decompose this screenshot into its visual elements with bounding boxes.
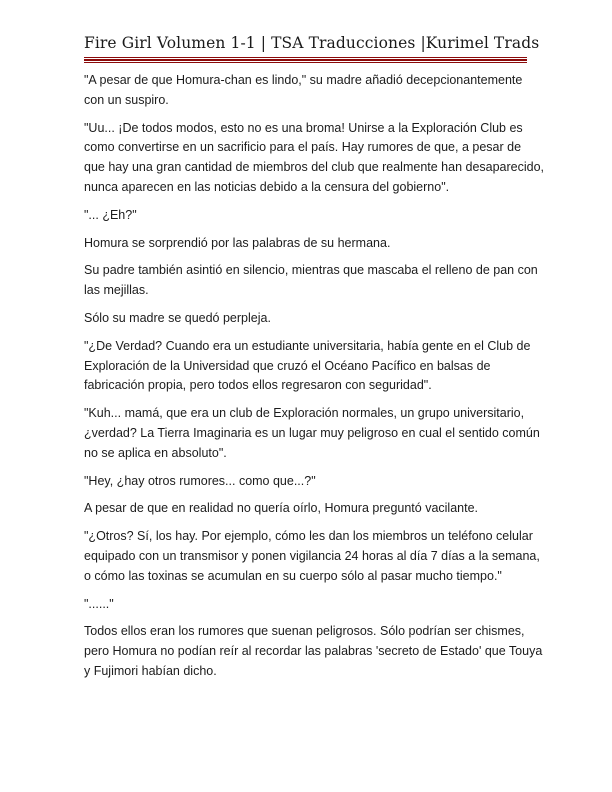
text-line: Homura se sorprendió por las palabras de su hermana. <box>84 235 391 250</box>
text-line: "Kuh... mamá, que era un club de Exploración normales, un grupo universitario, <box>84 406 525 421</box>
body-text <box>84 71 545 690</box>
paragraph <box>84 595 534 615</box>
paragraph <box>84 527 540 586</box>
text-line: "......" <box>84 596 114 611</box>
text-line: no se aplica en absoluto". <box>84 445 227 460</box>
text-line: como convertirse en un sacrificio para el país. Hay rumores de que, a pesar de <box>84 140 522 155</box>
text-line: fabricación propia, pero todos ellos regresaron con seguridad". <box>84 378 432 393</box>
text-line: Su padre también asintió en silencio, mientras que mascaba el relleno de pan con <box>84 263 538 278</box>
text-line: que hay una gran cantidad de miembros del club que realmente han desaparecido, <box>84 160 545 175</box>
paragraph <box>84 404 540 463</box>
text-line: con un suspiro. <box>84 92 169 107</box>
text-line: "... ¿Eh?" <box>84 207 137 222</box>
paragraph <box>84 206 534 226</box>
header-rule-middle <box>84 59 527 61</box>
text-line: "¿Otros? Sí, los hay. Por ejemplo, cómo les dan los miembros un teléfono celular <box>84 529 533 544</box>
text-line: "Uu... ¡De todos modos, esto no es una broma! Unirse a la Exploración Club es <box>84 120 523 135</box>
text-line: Todos ellos eran los rumores que suenan peligrosos. Sólo podrían ser chismes, <box>84 624 525 639</box>
header-rule-bottom <box>84 62 527 63</box>
text-line: y Fujimori habían dicho. <box>84 663 217 678</box>
paragraph <box>84 337 534 396</box>
text-line: ¿verdad? La Tierra Imaginaria es un lugar muy peligroso en cual el sentido común <box>84 425 540 440</box>
text-line: las mejillas. <box>84 283 149 298</box>
text-line: nunca aparecen en las noticias debido a la censura del gobierno". <box>84 179 450 194</box>
text-line: pero Homura no podían reír al recordar las palabras 'secreto de Estado' que Touya <box>84 644 543 659</box>
header-rule-top <box>84 57 527 58</box>
text-line: "¿De Verdad? Cuando era un estudiante universitaria, había gente en el Club de <box>84 338 531 353</box>
paragraph <box>84 309 534 329</box>
text-line: Exploración de la Universidad que cruzó el Océano Pacífico en balsas de <box>84 358 491 373</box>
paragraph <box>84 119 545 198</box>
text-line: equipado con un transmisor y ponen vigilancia 24 horas al día 7 días a la semana, <box>84 548 540 563</box>
paragraph <box>84 261 538 301</box>
text-line: o cómo las toxinas se acumulan en su cuerpo sólo al pasar mucho tiempo." <box>84 568 502 583</box>
paragraph <box>84 234 534 254</box>
page-header-title: Fire Girl Volumen 1-1 | TSA Traducciones |Kurimel Trads <box>84 34 540 52</box>
text-line: "A pesar de que Homura-chan es lindo," su madre añadió decepcionantemente <box>84 73 523 87</box>
text-line: "Hey, ¿hay otros rumores... como que...?" <box>84 473 316 488</box>
paragraph <box>84 622 543 681</box>
paragraph <box>84 71 534 111</box>
text-line: Sólo su madre se quedó perpleja. <box>84 310 271 325</box>
paragraph <box>84 472 534 492</box>
text-line: A pesar de que en realidad no quería oírlo, Homura preguntó vacilante. <box>84 501 479 516</box>
paragraph <box>84 499 534 519</box>
